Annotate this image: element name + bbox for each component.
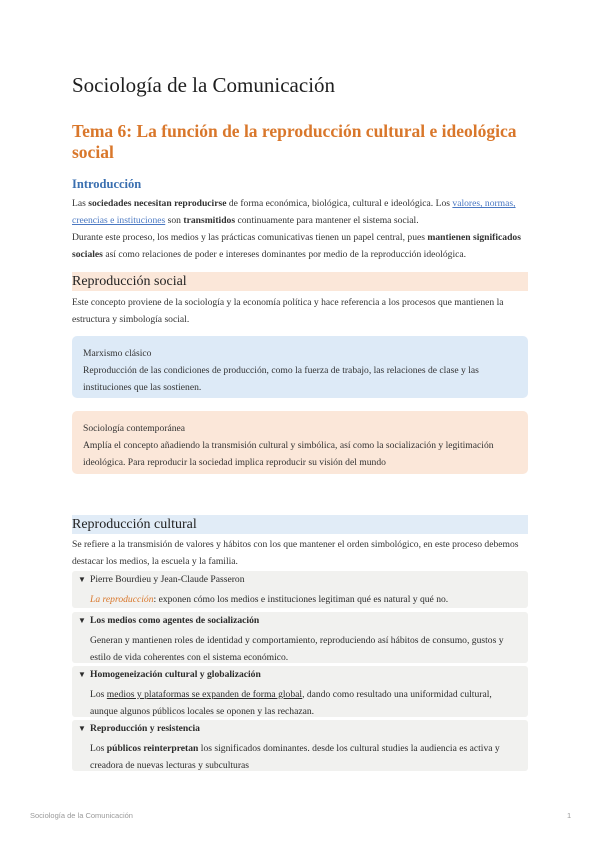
callout-title: Sociología contemporánea	[83, 423, 186, 434]
toggle-body: La reproducción: exponen cómo los medios e instituciones legitiman qué es natural y qué no.	[90, 594, 449, 605]
social-paragraph: Este concepto proviene de la sociología y la economía política y hace referencia a los procesos que mantienen la estructura y simbología social.	[72, 297, 504, 325]
toggle-body: Los públicos reinterpretan los significados dominantes. desde los cultural studies la audiencia es activa y creadora de nuevas lecturas y subculturas	[90, 743, 500, 771]
toggle-resistance[interactable]	[72, 720, 528, 771]
toggle-homogenization[interactable]	[72, 666, 528, 717]
triangle-down-icon[interactable]: ▼	[78, 575, 86, 584]
triangle-down-icon[interactable]: ▼	[78, 724, 86, 733]
triangle-down-icon[interactable]: ▼	[78, 670, 86, 679]
bold-text: públicos reinterpretan	[106, 743, 199, 754]
bold-text: mantienen significados sociales	[72, 232, 521, 260]
callout-marxism	[72, 336, 528, 398]
footer-title: Sociología de la Comunicación	[30, 811, 133, 820]
highlight-text: La reproducción	[90, 594, 154, 605]
underlined-text: medios y plataformas se expanden de forma global	[106, 689, 303, 700]
toggle-header[interactable]: ▼ Los medios como agentes de socialización	[78, 612, 259, 629]
toggle-media-socialization[interactable]	[72, 612, 528, 663]
toggle-header[interactable]: ▼ Homogeneización cultural y globalización	[78, 666, 261, 683]
toggle-bourdieu[interactable]	[72, 571, 528, 608]
bold-text: transmitidos	[183, 215, 236, 226]
intro-heading: Introducción	[72, 177, 142, 191]
section-heading-cultural: Reproducción cultural	[72, 515, 528, 534]
callout-title: Marxismo clásico	[83, 348, 152, 359]
toggle-body: Generan y mantienen roles de identidad y comportamiento, reproduciendo así hábitos de consumo, gustos y estilo de vida coherentes con el sistema económico.	[90, 635, 504, 663]
callout-contemporary	[72, 411, 528, 474]
intro-paragraph-1: Las sociedades necesitan reproducirse de forma económica, biológica, cultural e ideológica. Los valores, normas, creencias e instituciones son transmitidos continuamente para mantener el sistema social.	[72, 198, 516, 226]
triangle-down-icon[interactable]: ▼	[78, 616, 86, 625]
page-number: 1	[567, 811, 572, 820]
callout-text: Reproducción de las condiciones de producción, como la fuerza de trabajo, las relaciones de clase y las instituciones que las sostienen.	[83, 365, 479, 393]
intro-paragraph-2: Durante este proceso, los medios y las prácticas comunicativas tienen un papel central, pues mantienen significados sociales así como relaciones de poder e intereses dominantes por medio de la reproducción ideológica.	[72, 232, 521, 260]
toggle-header[interactable]: ▼ Reproducción y resistencia	[78, 720, 200, 737]
bold-text: sociedades necesitan reproducirse	[88, 198, 227, 209]
section-heading-social: Reproducción social	[72, 272, 528, 291]
topic-heading: Tema 6: La función de la reproducción cultural e ideológica social	[72, 121, 517, 162]
toggle-header[interactable]: ▼ Pierre Bourdieu y Jean-Claude Passeron	[78, 571, 245, 588]
toggle-body: Los medios y plataformas se expanden de forma global, dando como resultado una uniformidad cultural, aunque algunos públicos locales se oponen y las rechazan.	[90, 689, 492, 717]
document-title: Sociología de la Comunicación	[72, 73, 336, 97]
callout-text: Amplía el concepto añadiendo la transmisión cultural y simbólica, así como la socialización y legitimación ideológica. Para reproducir la sociedad implica reproducir su visión del mundo	[83, 440, 494, 468]
values-link[interactable]: valores, normas, creencias e instituciones	[72, 198, 516, 226]
cultural-paragraph: Se refiere a la transmisión de valores y hábitos con los que mantener el orden simbológico, en este proceso debemos destacar los medios, la escuela y la familia.	[72, 539, 519, 567]
